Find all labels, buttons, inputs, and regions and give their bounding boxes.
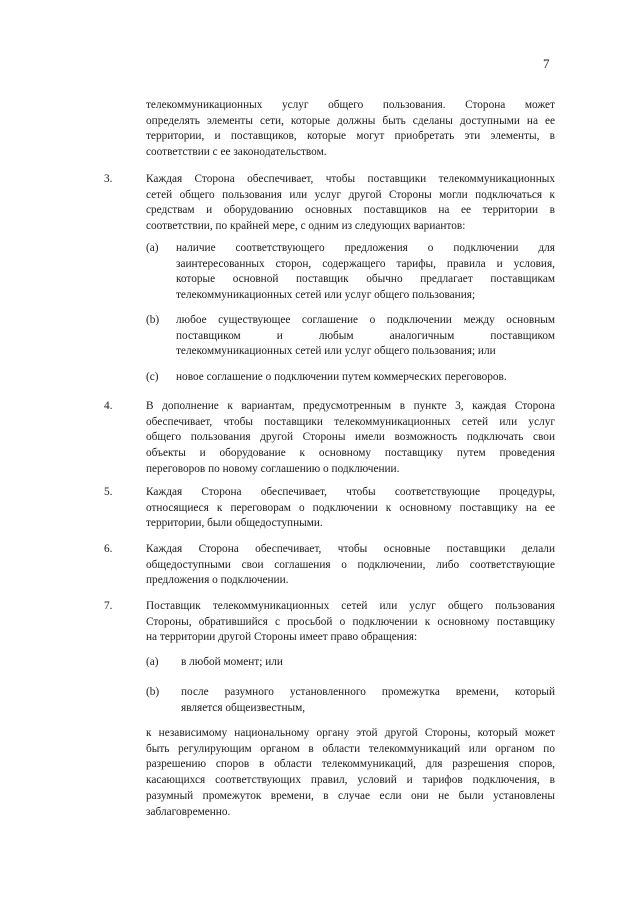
text-line: сетей общего пользования или услуг другой Стороны могли подключаться к — [146, 188, 555, 201]
text-line: обеспечивает, чтобы поставщики телекоммуникационных сетей или услуг — [146, 415, 555, 428]
text-line: поставщиком и любым аналогичным поставщиком — [176, 329, 555, 342]
text-line: которые основной поставщик обычно предлагает поставщикам — [176, 273, 555, 286]
item-letter: (c) — [146, 371, 159, 383]
text-line: наличие соответствующего предложения о подключении для — [176, 242, 555, 254]
text-line: телекоммуникационных сетей или услуг общего пользования; или — [176, 345, 496, 358]
item-7a — [181, 655, 555, 671]
text-line: после разумного установленного промежутка времени, который — [181, 686, 555, 698]
paragraph-4 — [146, 399, 555, 478]
paragraph-number: 4. — [104, 400, 113, 412]
text-line: на территории другой Стороны имеет право обращения: — [146, 631, 418, 644]
paragraph-number: 7. — [104, 600, 113, 612]
item-7b — [181, 685, 555, 716]
text-line: территории, были общедоступными. — [146, 517, 323, 530]
text-line: общедоступными свои соглашения о подключении, либо соответствующие — [146, 558, 555, 571]
text-line: телекоммуникационных услуг общего пользования. Сторона может — [146, 99, 555, 111]
item-3b — [176, 313, 555, 360]
text-line: общего пользования другой Стороны имели возможность подключать свои — [146, 431, 555, 444]
text-line: Каждая Сторона обеспечивает, чтобы основные поставщики делали — [146, 543, 555, 555]
text-line: касающихся соответствующих правил, условий и тарифов подключения, в — [146, 774, 555, 787]
item-3a — [176, 241, 555, 304]
text-line: объекты и оборудование к основному поставщику путем проведения — [146, 447, 555, 460]
text-line: Стороны, обратившийся с просьбой о подключении к основному поставщику — [146, 615, 555, 628]
text-line: В дополнение к вариантам, предусмотренным в пункте 3, каждая Сторона — [146, 400, 555, 412]
text-line: соответствии с ее законодательством. — [146, 146, 327, 159]
paragraph-6 — [146, 542, 555, 589]
paragraph-7 — [146, 599, 555, 646]
text-line: новое соглашение о подключении путем коммерческих переговоров. — [176, 371, 507, 383]
text-line: предложения о подключении. — [146, 574, 289, 587]
paragraph-7-continuation — [146, 726, 555, 820]
item-letter: (a) — [146, 242, 159, 254]
text-line: является общеизвестным, — [181, 701, 306, 714]
item-letter: (b) — [146, 314, 160, 326]
page-number: 7 — [543, 56, 550, 71]
text-line: соответствии, по крайней мере, с одним из следующих вариантов: — [146, 220, 466, 233]
text-line: определять элементы сети, которые должны быть сделаны доступными на ее — [146, 114, 555, 127]
text-line: заинтересованных сторон, содержащего тарифы, правила и условия, — [176, 257, 555, 270]
paragraph-5 — [146, 485, 555, 532]
text-line: Каждая Сторона обеспечивает, чтобы поставщики телекоммуникационных — [146, 173, 555, 185]
text-line: любое существующее соглашение о подключении между основным — [176, 314, 555, 326]
text-line: средствам и оборудованию основных поставщиков на ее территории в — [146, 204, 555, 217]
paragraph-3 — [146, 172, 555, 235]
continuation-paragraph — [146, 98, 555, 161]
item-letter: (a) — [146, 656, 159, 668]
paragraph-number: 3. — [104, 173, 113, 185]
item-letter: (b) — [146, 686, 160, 698]
item-3c — [176, 370, 555, 386]
text-line: Поставщик телекоммуникационных сетей или услуг общего пользования — [146, 600, 555, 612]
text-line: разрешению споров в области телекоммуникаций, для разрешения споров, — [146, 758, 555, 771]
text-line: быть регулирующим органом в области телекоммуникаций или органом по — [146, 742, 555, 755]
text-line: переговоров по новому соглашению о подключении. — [146, 462, 400, 475]
paragraph-number: 5. — [104, 486, 113, 498]
text-line: в любой момент; или — [181, 656, 283, 668]
paragraph-number: 6. — [104, 543, 113, 555]
text-line: к независимому национальному органу этой другой Стороны, который может — [146, 727, 555, 739]
text-line: телекоммуникационных сетей или услуг общего пользования; — [176, 289, 476, 302]
text-line: относящиеся к переговорам о подключении к основному поставщику на ее — [146, 501, 555, 514]
text-line: Каждая Сторона обеспечивает, чтобы соответствующие процедуры, — [146, 486, 555, 498]
text-line: территории, и поставщиков, которые могут приобретать эти элементы, в — [146, 130, 555, 143]
text-line: разумный промежуток времени, в случае если они не были установлены — [146, 789, 555, 802]
text-line: заблаговременно. — [146, 805, 231, 818]
